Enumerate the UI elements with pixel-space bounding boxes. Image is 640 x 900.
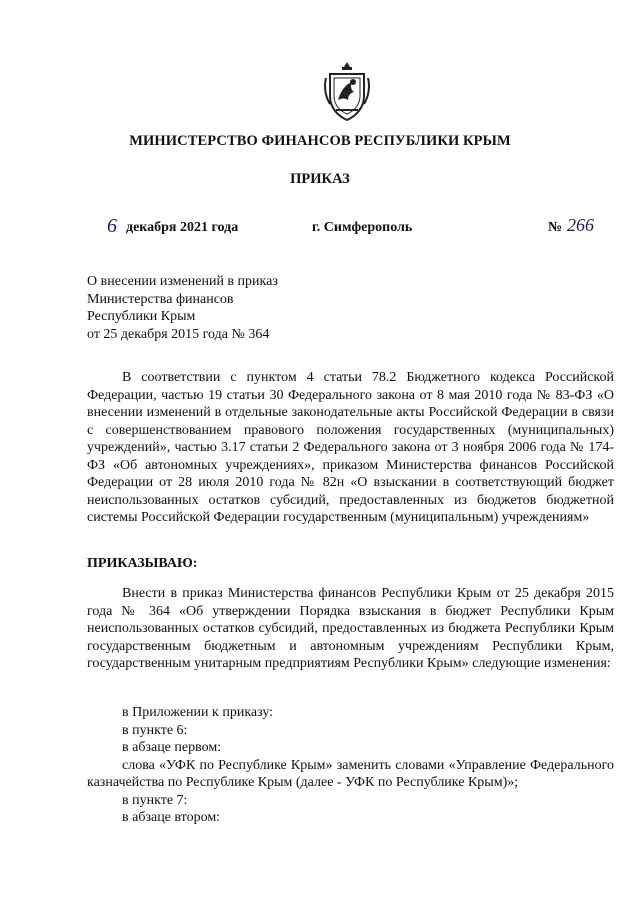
subject-line: Республики Крым	[87, 309, 196, 324]
amendment-item: в абзаце первом:	[122, 740, 222, 755]
amendment-item: слова «УФК по Республике Крым» заменить словами «Управление Федерального казначейства по Республике Крым (далее - УФК по Республике Крым)»;	[87, 757, 614, 790]
number-sign: №	[548, 220, 563, 235]
amendment-items	[87, 704, 614, 827]
order-subject	[87, 273, 387, 343]
preamble-paragraph: В соответствии с пунктом 4 статьи 78.2 Бюджетного кодекса Российской Федерации, частью 19 статьи 30 Федерального закона от 8 мая 2010 года № 83-ФЗ «О внесении изменений в отдельные законодательные акты Российской Федерации в связи с совершенствованием правового положения государственных (муниципальных) учреждений», частью 3.17 статьи 2 Федерального закона от 3 ноября 2006 года № 174-ФЗ «Об автономных учреждениях», приказом Министерства финансов Российской Федерации от 28 июля 2010 года № 82н «О взыскании в соответствующий бюджет неиспользованных остатков субсидий, предоставленных из бюджетов бюджетной системы Российской Федерации государственным (муниципальным) учреждениям»	[87, 370, 614, 525]
amendment-item: в пункте 6:	[122, 722, 188, 738]
order-heading: ПРИКАЗЫВАЮ:	[87, 556, 198, 571]
amendment-item: в пункте 7:	[122, 792, 188, 808]
document-type: ПРИКАЗ	[290, 171, 350, 187]
subject-line: О внесении изменений в приказ	[87, 274, 278, 289]
crimea-coat-of-arms-icon	[322, 60, 372, 122]
date-text: декабря 2021 года	[126, 220, 239, 235]
main-paragraph: Внести в приказ Министерства финансов Республики Крым от 25 декабря 2015 года № 364 «Об утверждении Порядка взыскания в бюджет Республики Крым неиспользованных остатков субсидий, предоставленных из бюджета Республики Крым государственным бюджетным и автономным учреждениям Республики Крым, государственным унитарным предприятиям Республики Крым» следующие изменения:	[87, 586, 614, 671]
amendment-item: в абзаце втором:	[122, 810, 221, 825]
handwritten-number: 266	[567, 215, 594, 235]
city: г. Симферополь	[312, 220, 413, 235]
ministry-name: МИНИСТЕРСТВО ФИНАНСОВ РЕСПУБЛИКИ КРЫМ	[129, 133, 511, 149]
amendment-item: в Приложении к приказу:	[122, 705, 274, 720]
subject-line: Министерства финансов	[87, 291, 234, 307]
date-line	[0, 215, 640, 241]
handwritten-day: 6	[107, 215, 117, 237]
subject-line: от 25 декабря 2015 года № 364	[87, 326, 270, 342]
